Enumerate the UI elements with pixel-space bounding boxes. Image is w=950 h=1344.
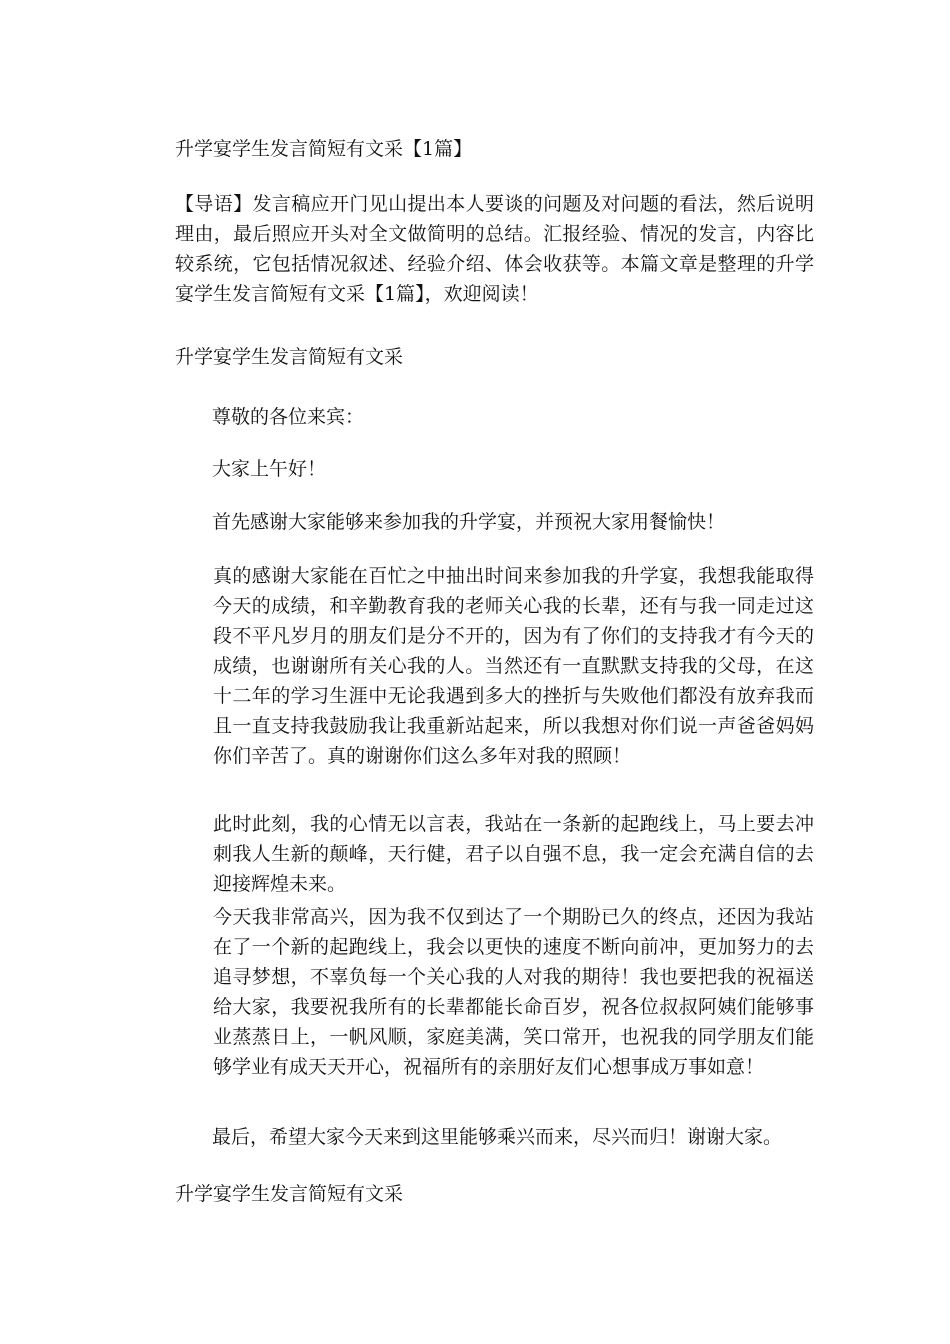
body-paragraph-1-text: 真的感谢大家能在百忙之中抽出时间来参加我的升学宴，我想我能取得今天的成绩，和辛勤教育我的老师关心我的长辈，还有与我一同走过这段不平凡岁月的朋友们是分不开的，因为有了你们的支持我才有今天的成绩，也谢谢所有关心我的人。当然还有一直默默支持我的父母，在这十二年的学习生涯中无论我遇到多大的挫折与失败他们都没有放弃我而且一直支持我鼓励我让我重新站起来，所以我想对你们说一声爸爸妈妈你们辛苦了。真的谢谢你们这么多年对我的照顾！	[213, 565, 814, 767]
salutation: 尊敬的各位来宾：	[212, 406, 365, 428]
document-title: 升学宴学生发言简短有文采【1篇】	[175, 138, 473, 160]
section-heading: 升学宴学生发言简短有文采	[175, 346, 404, 368]
intro-paragraph	[138, 189, 814, 309]
body-paragraph-1	[138, 561, 814, 771]
greeting: 大家上午好！	[212, 458, 327, 480]
intro-text: 【导语】发言稿应开门见山提出本人要谈的问题及对问题的看法，然后说明理由，最后照应开头对全文做简明的总结。汇报经验、情况的发言，内容比较系统，它包括情况叙述、经验介绍、体会收获等。本篇文章是整理的升学宴学生发言简短有文采【1篇】，欢迎阅读！	[175, 193, 814, 305]
body-paragraph-2-text: 此时此刻，我的心情无以言表，我站在一条新的起跑线上，马上要去冲刺我人生新的颠峰，天行健，君子以自强不息，我一定会充满自信的去迎接辉煌未来。	[213, 813, 814, 895]
body-paragraph-3-text: 今天我非常高兴，因为我不仅到达了一个期盼已久的终点，还因为我站在了一个新的起跑线上，我会以更快的速度不断向前冲，更加努力的去追寻梦想，不辜负每一个关心我的人对我的期待！我也要把我的祝福送给大家，我要祝我所有的长辈都能长命百岁，祝各位叔叔阿姨们能够事业蒸蒸日上，一帆风顺，家庭美满，笑口常开，也祝我的同学朋友们能够学业有成天天开心，祝福所有的亲朋好友们心想事成万事如意！	[213, 906, 814, 1078]
section-heading-repeat: 升学宴学生发言简短有文采	[175, 1183, 404, 1205]
body-paragraph-2	[138, 809, 814, 899]
closing-line: 最后，希望大家今天来到这里能够乘兴而来，尽兴而归！谢谢大家。	[212, 1126, 783, 1148]
body-paragraph-3	[138, 902, 814, 1082]
thanks-line: 首先感谢大家能够来参加我的升学宴，并预祝大家用餐愉快！	[212, 511, 726, 533]
